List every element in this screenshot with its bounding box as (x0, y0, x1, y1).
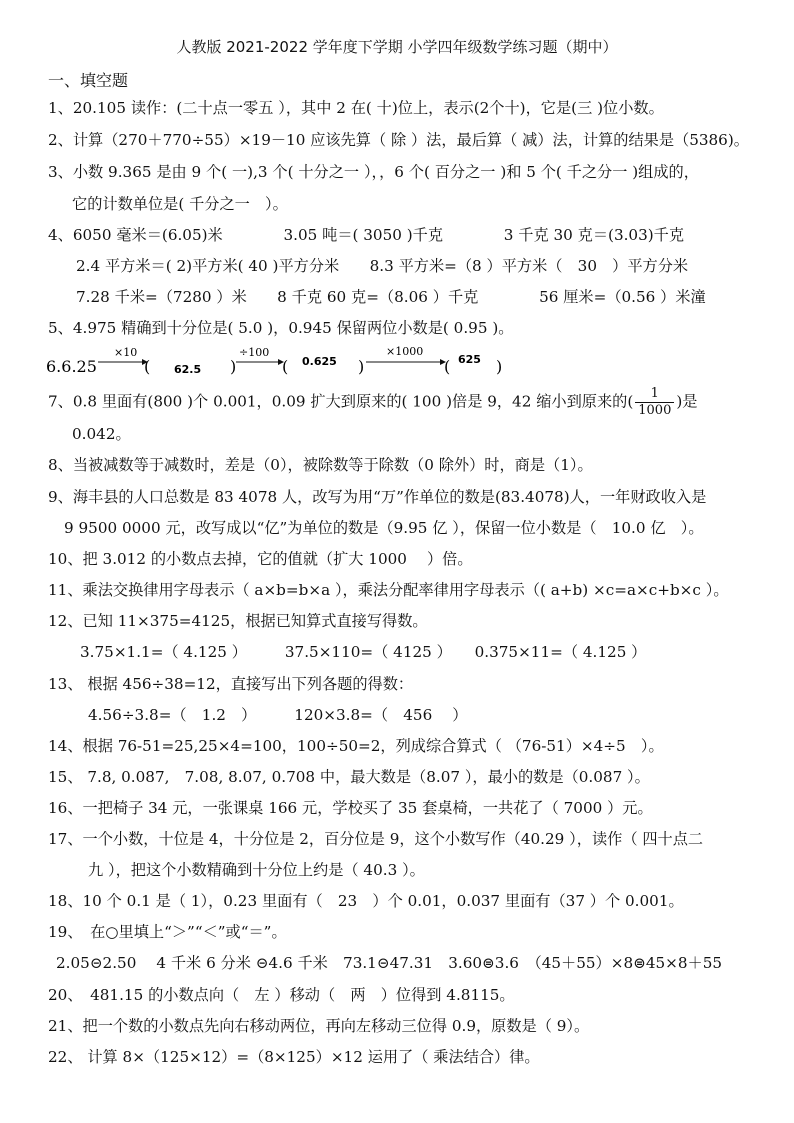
paren-close-1: ) (230, 357, 237, 376)
fraction-one-thousandth (635, 386, 674, 419)
question-15: 15、 7.8, 0.087, 7.08, 8.07, 0.708 中，最大数是（8.07 ），最小的数是（0.087 ）。 (48, 768, 650, 786)
question-12-answers: 3.75×1.1=（ 4.125 ） 37.5×110=（ 4125 ） 0.375×11=（ 4.125 ） (80, 643, 647, 661)
question-14: 14、根据 76-51=25,25×4=100，100÷50=2，列成综合算式（ （76-51）×4÷5 ）。 (48, 737, 664, 755)
section-heading: 一、填空题 (48, 71, 129, 90)
question-19-comparisons: 2.05⊝2.50 4 千米 6 分米 ⊝4.6 千米 73.1⊝47.31 3.60⊜3.6 （45＋55）×8⊜45×8＋55 (56, 954, 723, 972)
question-8: 8、当被减数等于减数时，差是（0），被除数等于除数（0 除外）时，商是（1）。 (48, 456, 593, 474)
question-13: 13、 根据 456÷38=12，直接写出下列各题的得数： (48, 675, 414, 693)
op-3-label: ×1000 (386, 345, 424, 358)
question-16: 16、一把椅子 34 元，一张课桌 166 元，学校买了 35 套桌椅，一共花了（ 7000 ）元。 (48, 799, 653, 817)
question-6-label: 6.6.25 (46, 357, 97, 376)
question-7-text: 7、0.8 里面有(800 )个 0.001，0.09 扩大到原来的( 100 )倍是 9，42 缩小到原来的( (48, 392, 634, 411)
question-7-line-2: 0.042。 (72, 425, 131, 443)
question-21: 21、把一个数的小数点先向右移动两位，再向左移动三位得 0.9，原数是（ 9）。 (48, 1017, 590, 1035)
question-12: 12、已知 11×375=4125，根据已知算式直接写得数。 (48, 612, 428, 630)
op-2-label: ÷100 (239, 346, 270, 359)
question-10: 10、把 3.012 的小数点去掉，它的值就（扩大 1000 ）倍。 (48, 550, 473, 568)
question-18: 18、10 个 0.1 是（ 1），0.23 里面有（ 23 ）个 0.01，0.037 里面有（37 ）个 0.001。 (48, 892, 684, 910)
paren-open-3: ( (444, 357, 451, 376)
question-7-text-end: )是 (676, 392, 698, 411)
question-4-line-1: 4、6050 毫米＝(6.05)米 3.05 吨＝( 3050 )千克 3 千克 30 克＝(3.03)千克 (48, 226, 685, 244)
question-9-line-2: 9 9500 0000 元，改写成以“亿”为单位的数是（9.95 亿 ），保留一位小数是（ 10.0 亿 ）。 (64, 519, 704, 537)
question-20: 20、 481.15 的小数点向（ 左 ）移动（ 两 ）位得到 4.8115。 (48, 986, 515, 1004)
question-9-line-1: 9、海丰县的人口总数是 83 4078 人，改写为用“万”作单位的数是(83.4078)人，一年财政收入是 (48, 488, 707, 506)
question-13-answers: 4.56÷3.8=（ 1.2 ） 120×3.8=（ 456 ） (88, 706, 468, 724)
question-1: 1、20.105 读作：(二十点一零五 ），其中 2 在( 十)位上，表示(2个十)，它是(三 )位小数。 (48, 99, 664, 117)
question-3-line-2: 它的计数单位是( 千分之一 ）。 (72, 195, 288, 213)
question-22: 22、 计算 8×（125×12）=（8×125）×12 运用了（ 乘法结合）律。 (48, 1048, 540, 1066)
paren-close-2: ) (358, 357, 365, 376)
paren-close-3: ) (496, 357, 503, 376)
question-2: 2、计算（270＋770÷55）×19－10 应该先算（ 除 ）法，最后算（ 减）法，计算的结果是（5386)。 (48, 131, 749, 149)
fraction-denominator: 1000 (638, 403, 672, 418)
answer-3: 625 (458, 353, 481, 366)
paren-open-2: ( (282, 357, 289, 376)
fraction-numerator: 1 (635, 386, 674, 403)
question-7-line-1 (48, 386, 697, 419)
question-5: 5、4.975 精确到十分位是( 5.0 )，0.945 保留两位小数是( 0.95 )。 (48, 319, 514, 337)
question-11: 11、乘法交换律用字母表示（ a×b=b×a ），乘法分配率律用字母表示（( a+b) ×c=a×c+b×c ）。 (48, 581, 729, 599)
question-19: 19、 在○里填上“＞”“＜”或“＝”。 (48, 923, 287, 941)
page-title: 人教版 2021-2022 学年度下学期 小学四年级数学练习题（期中） (176, 38, 618, 56)
op-1-label: ×10 (114, 346, 138, 359)
question-4-line-3: 7.28 千米=（7280 ）米 8 千克 60 克=（8.06 ）千克 56 厘米=（0.56 ）米潼 (76, 288, 706, 306)
question-17-line-2: 九 ），把这个小数精确到十分位上约是（ 40.3 ）。 (88, 861, 425, 879)
question-4-line-2: 2.4 平方米＝( 2)平方米( 40 )平方分米 8.3 平方米=（8 ）平方米（ 30 ）平方分米 (76, 257, 689, 275)
question-6-arrow-chain (40, 342, 560, 382)
answer-2: 0.625 (302, 355, 337, 368)
answer-1: 62.5 (174, 363, 202, 376)
question-3-line-1: 3、小数 9.365 是由 9 个( 一),3 个( 十分之一 ），，6 个( 百分之一 )和 5 个( 千之分一 )组成的， (48, 163, 699, 181)
question-17-line-1: 17、一个小数，十位是 4，十分位是 2，百分位是 9，这个小数写作（40.29 ），读作（ 四十点二 (48, 830, 704, 848)
paren-open-1: ( (144, 357, 151, 376)
